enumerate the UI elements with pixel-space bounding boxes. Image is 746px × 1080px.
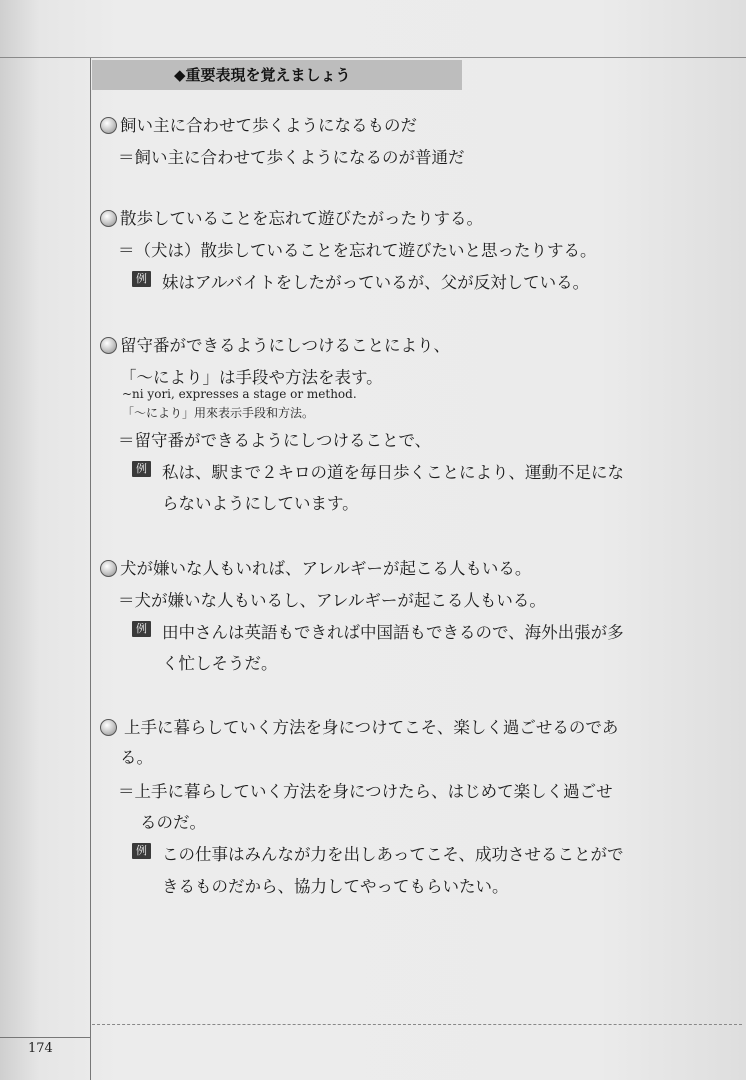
top-rule bbox=[0, 57, 746, 58]
expression-headline-line-2: る。 bbox=[120, 748, 153, 767]
example-sentence-line-2: らないようにしています。 bbox=[162, 494, 359, 513]
example-sentence: 妹はアルバイトをしたがっているが、父が反対している。 bbox=[162, 273, 590, 292]
bullet-icon bbox=[100, 719, 117, 736]
page-number-rule bbox=[0, 1037, 90, 1038]
section-title: ◆重要表現を覚えましょう bbox=[174, 66, 351, 84]
expression-headline: 散歩していることを忘れて遊びたがったりする。 bbox=[120, 209, 483, 228]
bullet-icon bbox=[100, 337, 117, 354]
bullet-icon bbox=[100, 210, 117, 227]
expression-paraphrase: ＝（犬は）散歩していることを忘れて遊びたいと思ったりする。 bbox=[118, 241, 597, 260]
bullet-icon bbox=[100, 117, 117, 134]
english-note: ~ni yori, expresses a stage or method. bbox=[122, 387, 357, 401]
example-sentence-line-1: 田中さんは英語もできれば中国語もできるので、海外出張が多 bbox=[162, 623, 624, 642]
expression-headline: 飼い主に合わせて歩くようになるものだ bbox=[120, 116, 417, 135]
expression-headline-line-1: 上手に暮らしていく方法を身につけてこそ、楽しく過ごせるのであ bbox=[124, 718, 619, 737]
bottom-dashed-rule bbox=[92, 1024, 742, 1025]
page-number: 174 bbox=[28, 1041, 53, 1056]
expression-paraphrase: ＝犬が嫌いな人もいるし、アレルギーが起こる人もいる。 bbox=[118, 591, 546, 610]
expression-paraphrase: ＝留守番ができるようにしつけることで、 bbox=[118, 431, 432, 450]
expression-paraphrase-line-2: るのだ。 bbox=[140, 813, 206, 832]
section-header bbox=[92, 60, 462, 90]
expression-paraphrase-line-1: ＝上手に暮らしていく方法を身につけたら、はじめて楽しく過ごせ bbox=[118, 782, 613, 801]
bullet-icon bbox=[100, 560, 117, 577]
chinese-note: 「～により」用來表示手段和方法。 bbox=[122, 406, 315, 420]
expression-paraphrase: ＝飼い主に合わせて歩くようになるのが普通だ bbox=[118, 148, 465, 167]
example-sentence-line-2: きるものだから、協力してやってもらいたい。 bbox=[162, 877, 509, 896]
example-label-icon: 例 bbox=[132, 843, 151, 859]
left-margin-rule bbox=[90, 58, 91, 1080]
example-sentence-line-1: 私は、駅まで２キロの道を毎日歩くことにより、運動不足にな bbox=[162, 463, 624, 482]
example-label-icon: 例 bbox=[132, 621, 151, 637]
example-sentence-line-2: く忙しそうだ。 bbox=[162, 654, 278, 673]
grammar-explanation: 「～により」は手段や方法を表す。 bbox=[120, 368, 383, 387]
example-label-icon: 例 bbox=[132, 271, 151, 287]
example-label-icon: 例 bbox=[132, 461, 151, 477]
expression-headline: 犬が嫌いな人もいれば、アレルギーが起こる人もいる。 bbox=[120, 559, 532, 578]
expression-headline: 留守番ができるようにしつけることにより、 bbox=[120, 336, 450, 355]
example-sentence-line-1: この仕事はみんなが力を出しあってこそ、成功させることがで bbox=[162, 845, 624, 864]
